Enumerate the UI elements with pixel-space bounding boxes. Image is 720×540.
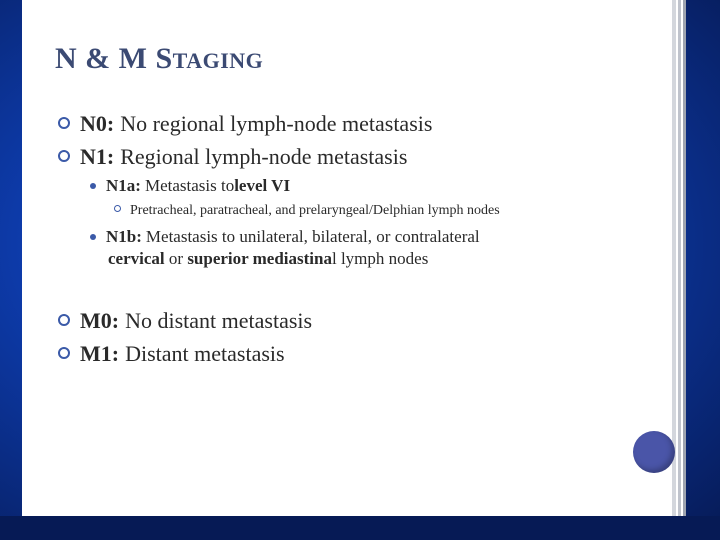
list-item-m0 <box>58 308 312 334</box>
ring-bullet-icon <box>58 117 70 129</box>
list-item-m1 <box>58 341 285 367</box>
item-bold-text: superior mediastina <box>187 249 332 268</box>
term: N1: <box>80 144 115 169</box>
navigation-circle-button[interactable] <box>633 431 675 473</box>
item-text: Metastasis to unilateral, bilateral, or contralateral <box>145 227 480 246</box>
list-item-n1 <box>58 144 407 170</box>
list-item-n1b <box>90 227 480 247</box>
item-text: Distant metastasis <box>125 341 285 366</box>
dot-bullet-icon <box>90 234 96 240</box>
item-text: No regional lymph-node metastasis <box>120 111 433 136</box>
ring-bullet-icon <box>58 314 70 326</box>
term: N1b: <box>106 227 142 246</box>
item-text: No distant metastasis <box>125 308 313 333</box>
item-text: Regional lymph-node metastasis <box>120 144 408 169</box>
bottom-band <box>0 516 720 540</box>
list-item-n1a <box>90 176 290 196</box>
term: N0: <box>80 111 115 136</box>
title-first: N & M S <box>55 42 173 75</box>
item-text: Pretracheal, paratracheal, and prelaryngeal/Delphian lymph nodes <box>130 203 500 218</box>
term: N1a: <box>106 176 141 195</box>
title-rest: TAGING <box>172 48 264 73</box>
term: M0: <box>80 308 120 333</box>
term: M1: <box>80 341 120 366</box>
item-bold-text: level VI <box>234 176 291 195</box>
list-item-nodes <box>114 203 500 219</box>
list-item-n1b-cont <box>108 249 428 269</box>
dot-bullet-icon <box>90 183 96 189</box>
item-text: Metastasis to <box>144 176 235 195</box>
item-text: or <box>164 249 188 268</box>
small-ring-bullet-icon <box>114 205 121 212</box>
ring-bullet-icon <box>58 347 70 359</box>
item-bold-text: cervical <box>108 249 165 268</box>
list-item-n0 <box>58 111 432 137</box>
ring-bullet-icon <box>58 150 70 162</box>
item-text: l lymph nodes <box>331 249 429 268</box>
